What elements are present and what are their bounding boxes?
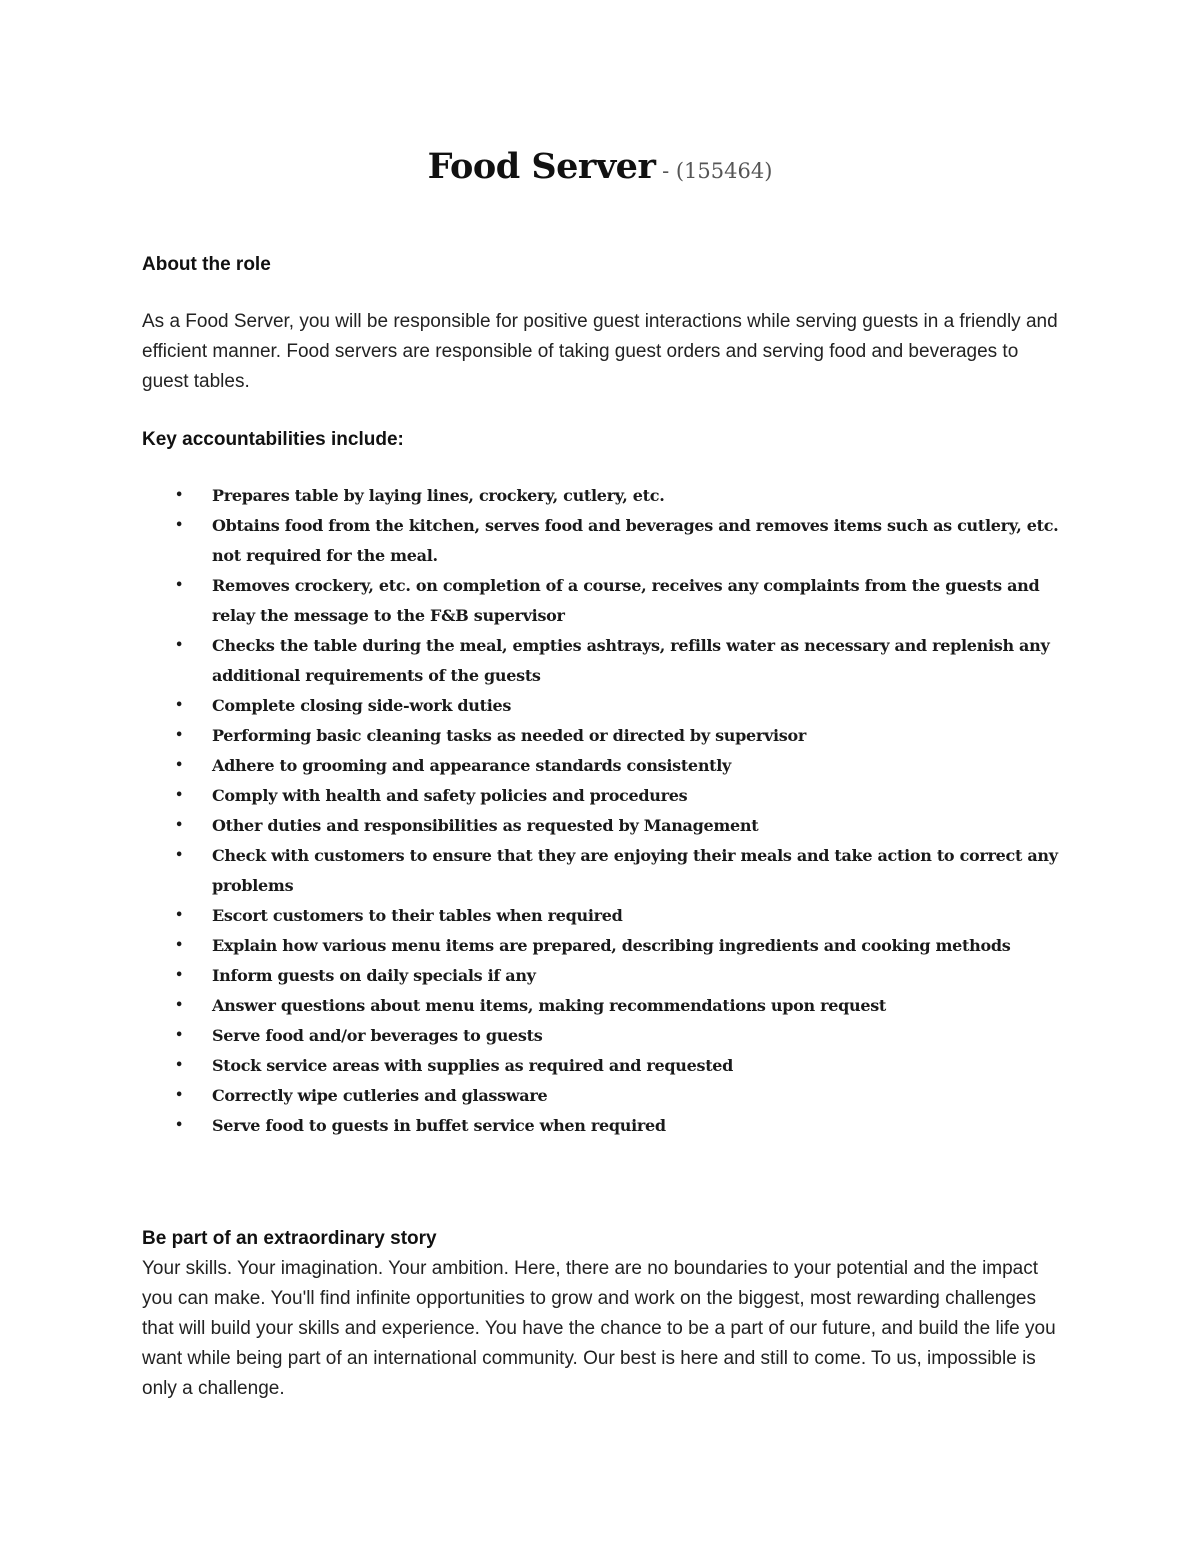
list-item xyxy=(142,961,1072,991)
about-heading: About the role xyxy=(142,254,271,275)
story-paragraph: Your skills. Your imagination. Your ambition. Here, there are no boundaries to your potential and the impact you can make. You'll find infinite opportunities to grow and work on the biggest, most rewarding challenges that will build your skills and experience. You have the chance to be a part of our future, and build the life you want while being part of an international community. Our best is here and still to come. To us, impossible is only a challenge. xyxy=(142,1258,1056,1399)
list-item xyxy=(142,1081,1072,1111)
list-item-text: Prepares table by laying lines, crockery, cutlery, etc. xyxy=(212,486,665,505)
list-item xyxy=(142,841,1072,901)
list-item-text: Escort customers to their tables when required xyxy=(212,906,623,925)
list-item xyxy=(142,1051,1072,1081)
page-title xyxy=(0,142,1200,198)
list-item xyxy=(142,811,1072,841)
bullet-icon: • xyxy=(174,968,183,983)
list-item-text: Complete closing side-work duties xyxy=(212,696,512,715)
bullet-icon: • xyxy=(174,1028,183,1043)
about-paragraph: As a Food Server, you will be responsible for positive guest interactions while serving guests in a friendly and efficient manner. Food servers are responsible of taking guest orders and serving food and beverages to guest tables. xyxy=(142,311,1058,392)
list-item xyxy=(142,691,1072,721)
bullet-icon: • xyxy=(174,638,183,653)
list-item-text: Stock service areas with supplies as required and requested xyxy=(212,1056,734,1075)
bullet-icon: • xyxy=(174,758,183,773)
bullet-icon: • xyxy=(174,1118,183,1133)
list-item xyxy=(142,721,1072,751)
list-item xyxy=(142,631,1072,691)
bullet-icon: • xyxy=(174,1088,183,1103)
bullet-icon: • xyxy=(174,788,183,803)
list-item-text: Explain how various menu items are prepared, describing ingredients and cooking methods xyxy=(212,936,1011,955)
list-item-text: Inform guests on daily specials if any xyxy=(212,966,536,985)
bullet-icon: • xyxy=(174,998,183,1013)
list-item xyxy=(142,571,1072,631)
list-item xyxy=(142,1021,1072,1051)
list-item xyxy=(142,931,1072,961)
bullet-icon: • xyxy=(174,488,183,503)
list-item-text: Checks the table during the meal, empties ashtrays, refills water as necessary and replenish any additional requirements of the guests xyxy=(212,636,1050,685)
list-item xyxy=(142,511,1072,571)
list-item-text: Adhere to grooming and appearance standards consistently xyxy=(212,756,732,775)
list-item-text: Obtains food from the kitchen, serves food and beverages and removes items such as cutlery, etc. not required for the meal. xyxy=(212,516,1059,565)
job-title: Food Server xyxy=(427,146,656,187)
accountabilities-heading: Key accountabilities include: xyxy=(142,429,404,450)
bullet-icon: • xyxy=(174,728,183,743)
list-item-text: Serve food and/or beverages to guests xyxy=(212,1026,543,1045)
bullet-icon: • xyxy=(174,848,183,863)
bullet-icon: • xyxy=(174,908,183,923)
list-item-text: Other duties and responsibilities as requested by Management xyxy=(212,816,759,835)
list-item-text: Removes crockery, etc. on completion of a course, receives any complaints from the guests and relay the message to the F&B supervisor xyxy=(212,576,1040,625)
list-item-text: Performing basic cleaning tasks as needed or directed by supervisor xyxy=(212,726,807,745)
bullet-icon: • xyxy=(174,578,183,593)
bullet-icon: • xyxy=(174,1058,183,1073)
bullet-icon: • xyxy=(174,818,183,833)
bullet-icon: • xyxy=(174,698,183,713)
list-item-text: Comply with health and safety policies and procedures xyxy=(212,786,688,805)
list-item xyxy=(142,901,1072,931)
list-item-text: Correctly wipe cutleries and glassware xyxy=(212,1086,548,1105)
list-item xyxy=(142,991,1072,1021)
list-item-text: Check with customers to ensure that they are enjoying their meals and take action to correct any problems xyxy=(212,846,1058,895)
list-item xyxy=(142,1111,1072,1141)
story-heading: Be part of an extraordinary story xyxy=(142,1228,437,1249)
title-separator: - xyxy=(655,159,676,183)
accountabilities-list xyxy=(142,481,1072,1141)
job-code: (155464) xyxy=(675,159,773,183)
list-item xyxy=(142,751,1072,781)
list-item xyxy=(142,481,1072,511)
list-item xyxy=(142,781,1072,811)
bullet-icon: • xyxy=(174,518,183,533)
list-item-text: Answer questions about menu items, making recommendations upon request xyxy=(212,996,887,1015)
bullet-icon: • xyxy=(174,938,183,953)
list-item-text: Serve food to guests in buffet service when required xyxy=(212,1116,666,1135)
